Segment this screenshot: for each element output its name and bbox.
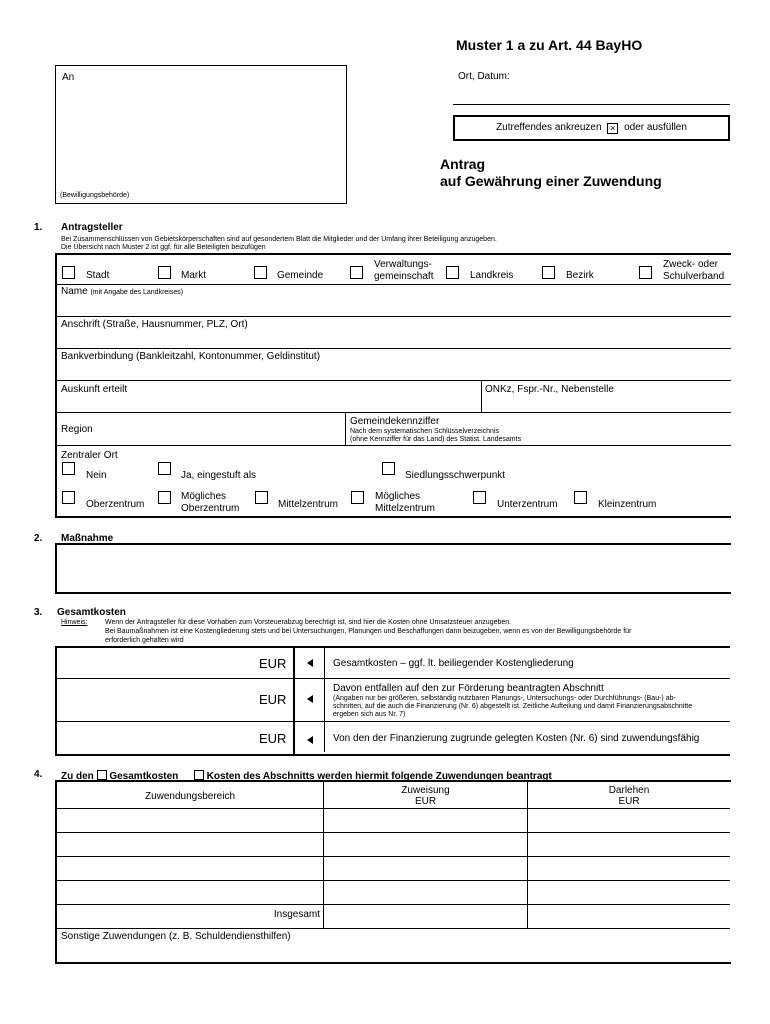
section2-title: Maßnahme	[61, 533, 114, 544]
antrag-title: Antrag	[440, 156, 486, 172]
checkbox-siedlungsschwerpunkt[interactable]	[382, 462, 395, 475]
section4-number: 4.	[34, 769, 43, 780]
info-label[interactable]: Auskunft erteilt	[61, 384, 128, 395]
checkbox-nein[interactable]	[62, 462, 75, 475]
label-siedlungsschwerpunkt: Siedlungsschwerpunkt	[405, 470, 506, 481]
name-field[interactable]	[61, 286, 183, 297]
label-gemeinde: Gemeinde	[277, 270, 324, 281]
column-header-grant: Zuweisung	[401, 785, 450, 796]
total-loan-input[interactable]	[529, 906, 729, 926]
label-zweck-2: Schulverband	[663, 271, 725, 282]
measure-field[interactable]	[55, 543, 731, 594]
gkz-note1: Nach dem systematischen Schlüsselverzeichnis	[350, 428, 500, 435]
checkbox-gemeinde[interactable]	[254, 266, 267, 279]
currency-label: EUR	[259, 692, 287, 707]
section3-title: Gesamtkosten	[57, 607, 126, 618]
label-zweck-1: Zweck- oder	[663, 259, 719, 270]
authority-label: (Bewilligungsbehörde)	[60, 192, 130, 199]
place-date-line[interactable]	[453, 104, 730, 105]
divider	[55, 284, 731, 285]
checkbox-stadt[interactable]	[62, 266, 75, 279]
divider	[57, 856, 730, 857]
total-grant-input[interactable]	[325, 906, 525, 926]
checkbox-unterzentrum[interactable]	[473, 491, 486, 504]
label-oberzentrum: Oberzentrum	[86, 499, 145, 510]
checkbox-markt[interactable]	[158, 266, 171, 279]
label-bezirk: Bezirk	[566, 270, 594, 281]
antrag-subtitle: auf Gewährung einer Zuwendung	[440, 173, 662, 189]
checkbox-abschnitt[interactable]	[194, 770, 204, 780]
divider	[324, 648, 325, 752]
section1-note1: Bei Zusammenschlüssen von Gebietskörperschaften sind auf gesondertem Blatt die Mitglieder und der Umfang ihrer Beteiligung anzugeben.	[61, 236, 497, 243]
divider	[55, 380, 731, 381]
label-verwaltung-2: gemeinschaft	[374, 271, 434, 282]
eligible-costs-label: Von den der Finanzierung zugrunde gelegten Kosten (Nr. 6) sind zuwendungsfähig	[333, 733, 700, 744]
label-unterzentrum: Unterzentrum	[497, 499, 558, 510]
to-label: An	[62, 72, 75, 83]
checkbox-moegliches-mittelzentrum[interactable]	[351, 491, 364, 504]
checkbox-kleinzentrum[interactable]	[574, 491, 587, 504]
section4-title-a: Zu den	[61, 771, 94, 782]
label-landkreis: Landkreis	[470, 270, 514, 281]
section-costs-note3: ergeben sich aus Nr. 7)	[333, 711, 406, 718]
currency-label: EUR	[259, 731, 287, 746]
arrow-left-icon	[307, 736, 313, 744]
divider	[293, 646, 295, 754]
hint-line1: Wenn der Antragsteller für diese Vorhaben zum Vorsteuerabzug berechtigt ist, sind hier die Kosten ohne Umsatzsteuer anzugeben.	[105, 619, 512, 626]
gkz-note2: (ohne Kennziffer für das Land) des Statist. Landesamts	[350, 436, 522, 443]
column-header-area: Zuwendungsbereich	[144, 791, 236, 802]
total-costs-label: Gesamtkosten – ggf. lt. beiliegender Kostengliederung	[333, 658, 574, 669]
label-nein: Nein	[86, 470, 107, 481]
column-header-loan: Darlehen	[608, 785, 650, 796]
address-label[interactable]: Anschrift (Straße, Hausnummer, PLZ, Ort)	[61, 319, 248, 330]
table-cell[interactable]	[325, 882, 525, 902]
label-stadt: Stadt	[86, 270, 110, 281]
column-header-grant-unit: EUR	[414, 796, 437, 807]
divider	[481, 380, 482, 412]
checkbox-landkreis[interactable]	[446, 266, 459, 279]
checkbox-oberzentrum[interactable]	[62, 491, 75, 504]
recipient-box[interactable]	[55, 65, 347, 204]
hint-line2: Bei Baumaßnahmen ist eine Kostengliederung stets und bei Untersuchungen, Planungen und Beschaffungen dann beizugeben, wenn es von der Bewilligungsbehörde für	[105, 628, 632, 635]
hint-text-before: Zutreffendes ankreuzen	[496, 122, 602, 133]
table-cell[interactable]	[529, 858, 729, 878]
divider	[55, 445, 731, 446]
divider	[57, 832, 730, 833]
label-moegliches-mittelzentrum-1: Mögliches	[375, 491, 421, 502]
gkz-label[interactable]: Gemeindekennziffer	[350, 416, 440, 427]
table-cell[interactable]	[529, 810, 729, 830]
section3-number: 3.	[34, 607, 43, 618]
checkbox-gesamtkosten[interactable]	[97, 770, 107, 780]
section1-title: Antragsteller	[61, 222, 123, 233]
divider	[55, 348, 731, 349]
divider	[55, 412, 731, 413]
label-ja: Ja, eingestuft als	[181, 470, 257, 481]
table-cell[interactable]	[529, 882, 729, 902]
section-costs-note2: schnitten, auf die auch die Finanzierung (Nr. 6) abgestellt ist. Zeitliche Aufteilung und damit Finanzierungsabschnitte	[333, 703, 693, 710]
divider	[57, 904, 730, 905]
divider	[55, 316, 731, 317]
section-costs-label: Davon entfallen auf den zur Förderung beantragten Abschnitt	[333, 683, 604, 694]
table-cell[interactable]	[325, 810, 525, 830]
hint-box	[453, 115, 730, 141]
section4-title-b: Gesamtkosten	[109, 771, 179, 782]
column-header-loan-unit: EUR	[618, 796, 640, 807]
section1-left-border	[55, 253, 57, 517]
label-moegliches-oberzentrum-2: Oberzentrum	[181, 503, 240, 514]
hint-line3: erforderlich gehalten wird	[105, 637, 184, 644]
divider	[345, 412, 346, 445]
divider	[57, 721, 730, 722]
eligible-costs-input[interactable]	[60, 725, 288, 749]
section1-number: 1.	[34, 222, 43, 233]
divider	[57, 928, 730, 929]
currency-label: EUR	[259, 656, 287, 671]
region-label[interactable]: Region	[61, 424, 93, 435]
section-costs-note1: (Angaben nur bei größeren, selbständig nutzbaren Planungs-, Untersuchungs- oder Durchführungs- (Bau-) ab-	[333, 695, 676, 702]
other-funding-label[interactable]: Sonstige Zuwendungen (z. B. Schuldendiensthilfen)	[61, 931, 291, 942]
table-cell[interactable]	[58, 834, 322, 854]
label-mittelzentrum: Mittelzentrum	[278, 499, 339, 510]
table-cell[interactable]	[58, 858, 322, 878]
name-hint: (mit Angabe des Landkreises)	[90, 289, 184, 296]
section2-number: 2.	[34, 533, 43, 544]
arrow-left-icon	[307, 695, 313, 703]
checkbox-ja[interactable]	[158, 462, 171, 475]
divider	[57, 880, 730, 881]
section1-top-border	[55, 253, 731, 255]
checkbox-zweckverband[interactable]	[639, 266, 652, 279]
checkbox-verwaltungsgemeinschaft[interactable]	[350, 266, 363, 279]
checkbox-mittelzentrum[interactable]	[255, 491, 268, 504]
form-title: Muster 1 a zu Art. 44 BayHO	[456, 37, 643, 53]
divider	[57, 808, 730, 809]
hint-text-after: oder ausfüllen	[624, 122, 687, 133]
section-costs-input[interactable]	[60, 682, 288, 718]
divider	[57, 678, 730, 679]
label-moegliches-oberzentrum-1: Mögliches	[181, 491, 227, 502]
label-verwaltung-1: Verwaltungs-	[374, 259, 432, 270]
total-costs-input[interactable]	[60, 652, 288, 674]
table-cell[interactable]	[58, 810, 322, 830]
checked-box-icon: ×	[607, 123, 618, 134]
table-cell[interactable]	[529, 834, 729, 854]
place-date-label: Ort, Datum:	[458, 71, 510, 82]
table-cell[interactable]	[325, 834, 525, 854]
section1-note2: Die Übersicht nach Muster 2 ist ggf. für alle Beteiligten beizufügen	[61, 244, 266, 251]
label-markt: Markt	[181, 270, 206, 281]
name-label: Name	[61, 286, 88, 297]
central-place-label: Zentraler Ort	[61, 450, 118, 461]
bank-label[interactable]: Bankverbindung (Bankleitzahl, Kontonummer, Geldinstitut)	[61, 351, 321, 362]
checkbox-moegliches-oberzentrum[interactable]	[158, 491, 171, 504]
label-moegliches-mittelzentrum-2: Mittelzentrum	[375, 503, 436, 514]
section1-bottom-border	[55, 516, 731, 518]
checkbox-bezirk[interactable]	[542, 266, 555, 279]
table-cell[interactable]	[325, 858, 525, 878]
label-kleinzentrum: Kleinzentrum	[598, 499, 657, 510]
section4-title-c: Kosten des Abschnitts werden hiermit folgende Zuwendungen beantragt	[206, 771, 552, 782]
total-label: Insgesamt	[273, 909, 320, 920]
hint-label: Hinweis:	[61, 619, 88, 626]
phone-label[interactable]: ONKz, Fspr.-Nr., Nebenstelle	[485, 384, 614, 395]
table-cell[interactable]	[58, 882, 322, 902]
arrow-left-icon	[307, 659, 313, 667]
